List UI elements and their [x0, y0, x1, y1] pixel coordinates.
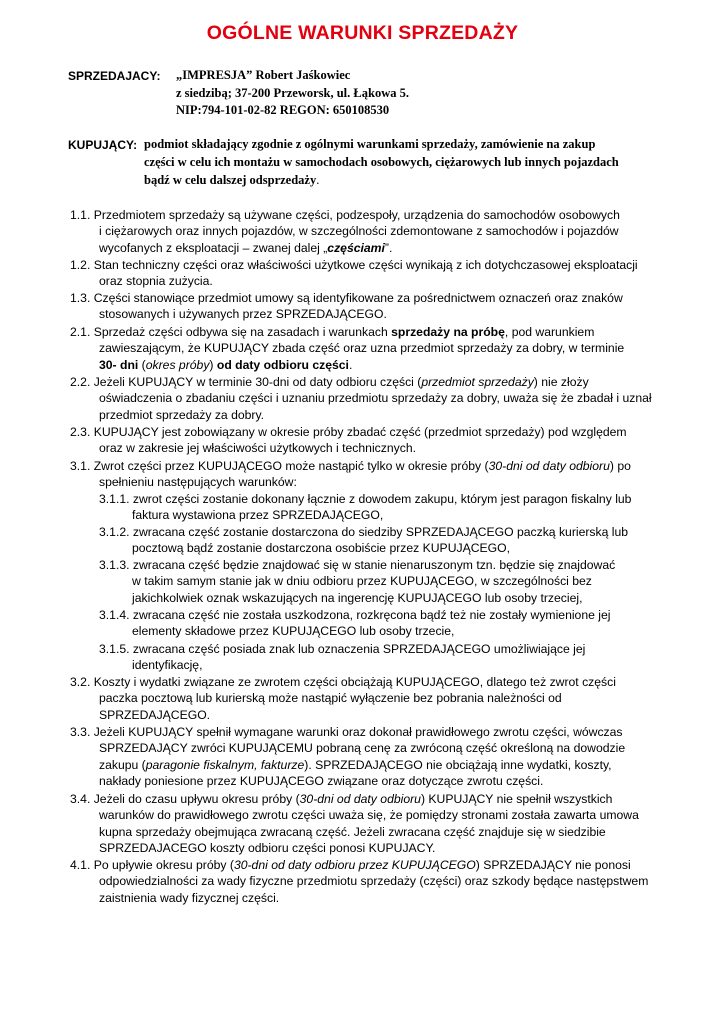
buyer-line-2: części w celu ich montażu w samochodach osobowych, ciężarowych lub innych pojazdach [144, 155, 619, 169]
clause-3-1-5: 3.1.5. zwracana część posiada znak lub oznaczenia SPRZEDAJĄCEGO umożliwiające jej identyfikację, [99, 642, 586, 673]
buyer-line-1: podmiot składający zgodnie z ogólnymi warunkami sprzedaży, zamówienie na zakup [144, 137, 596, 151]
clause-2-2: 2.2. Jeżeli KUPUJĄCY w terminie 30-dni od daty odbioru części (przedmiot sprzedaży) nie złoży oświadczenia o zbadaniu części i uznaniu przedmiotu sprzedaży za dobry, uważa się że zbadał i uznał przedmiot sprzedaży za dobry. [70, 375, 652, 422]
buyer-label: KUPUJĄCY: [68, 138, 138, 152]
seller-label: SPRZEDAJACY: [68, 69, 161, 83]
clause-3-3: 3.3. Jeżeli KUPUJĄCY spełnił wymagane warunki oraz dokonał prawidłowego zwrotu części, wówczas SPRZEDAJĄCY zwróci KUPUJĄCEMU pobraną cenę za zwróconą część określoną na dowodzie zakupu (paragonie fiskalnym, fakturze). SPRZEDAJĄCEGO nie obciążają inne wydatki, koszty, nakłady poniesione przez KUPUJĄCEGO związane oraz dotyczące zwrotu części. [70, 725, 626, 789]
clause-3-4: 3.4. Jeżeli do czasu upływu okresu próby (30-dni od daty odbioru) KUPUJĄCY nie spełnił wszystkich warunków do prawidłowego zwrotu części uważa się, że pomiędzy stronami została zawarta umowa kupna sprzedaży obejmująca zwracaną część. Jeżeli zwracana część znajduje się w siedzibie SPRZEDAJACEGO koszty odbioru części ponosi KUPUJACY. [70, 792, 639, 856]
clause-3-2: 3.2. Koszty i wydatki związane ze zwrotem części obciążają KUPUJĄCEGO, dlatego też zwrot części paczka pocztową lub kurierską może nastąpić wyłączenie bez pobrania należności od SPRZEDAJĄCEGO. [70, 675, 616, 722]
clause-3-1-1: 3.1.1. zwrot części zostanie dokonany łącznie z dowodem zakupu, którym jest paragon fiskalny lub faktura wystawiona przez SPRZEDAJĄCEGO, [99, 492, 632, 523]
document-title: OGÓLNE WARUNKI SPRZEDAŻY [206, 22, 519, 44]
clause-4-1: 4.1. Po upływie okresu próby (30-dni od daty odbioru przez KUPUJĄCEGO) SPRZEDAJĄCY nie ponosi odpowiedzialności za wady fizyczne przedmiotu sprzedaży (części) oraz szkody będące następstwem zaistnienia wady fizycznej części. [70, 858, 649, 905]
clause-3-1-4: 3.1.4. zwracana część nie została uszkodzona, rozkręcona bądź też nie zostały wymienione jej elementy składowe przez KUPUJĄCEGO lub osoby trzecie, [99, 608, 611, 639]
seller-name: „IMPRESJA” Robert Jaśkowiec [176, 68, 351, 82]
clause-2-3: 2.3. KUPUJĄCY jest zobowiązany w okresie próby zbadać część (przedmiot sprzedaży) pod względem oraz w zakresie jej właściwości użytkowych i technicznych. [70, 425, 627, 456]
seller-address: z siedzibą; 37-200 Przeworsk, ul. Łąkowa 5. [176, 86, 409, 100]
clause-1-2: 1.2. Stan techniczny części oraz właściwości użytkowe części wynikają z ich dotychczasowej eksploatacji oraz stopnia zużycia. [70, 258, 638, 289]
clause-1-1: 1.1. Przedmiotem sprzedaży są używane części, podzespoły, urządzenia do samochodów osobowych i ciężarowych oraz innych pojazdów, w szczególności zdemontowane z samochodów i pojazdów wycofanych z eksploatacji – zwanej dalej „częściami”. [70, 208, 620, 255]
clause-3-1-3: 3.1.3. zwracana część będzie znajdować się w stanie nienaruszonym tzn. będzie się znajdować w takim samym stanie jak w dniu odbioru przez KUPUJĄCEGO, w szczególności bez jakichkolwiek oznak wskazujących na ingerencję KUPUJĄCEGO lub osoby trzeciej, [99, 558, 616, 605]
clause-1-3: 1.3. Części stanowiące przedmiot umowy są identyfikowane za pośrednictwem oznaczeń oraz znaków stosowanych i używanych przez SPRZEDAJĄCEGO. [70, 291, 623, 322]
clause-3-1-2: 3.1.2. zwracana część zostanie dostarczona do siedziby SPRZEDAJĄCEGO paczką kurierską lub pocztową bądź zostanie dostarczona osobiście przez KUPUJĄCEGO, [99, 525, 629, 556]
buyer-line-3: bądź w celu dalszej odsprzedaży. [144, 173, 320, 187]
clause-2-1: 2.1. Sprzedaż części odbywa się na zasadach i warunkach sprzedaży na próbę, pod warunkiem zawieszającym, że KUPUJĄCY zbada część oraz uzna przedmiot sprzedaży za dobry, w terminie 30- dni (okres próby) od daty odbioru części. [70, 325, 625, 372]
clause-3-1: 3.1. Zwrot części przez KUPUJĄCEGO może nastąpić tylko w okresie próby (30-dni od daty odbioru) po spełnieniu następujących warunków: [70, 459, 631, 490]
seller-ids: NIP:794-101-02-82 REGON: 650108530 [176, 103, 390, 117]
